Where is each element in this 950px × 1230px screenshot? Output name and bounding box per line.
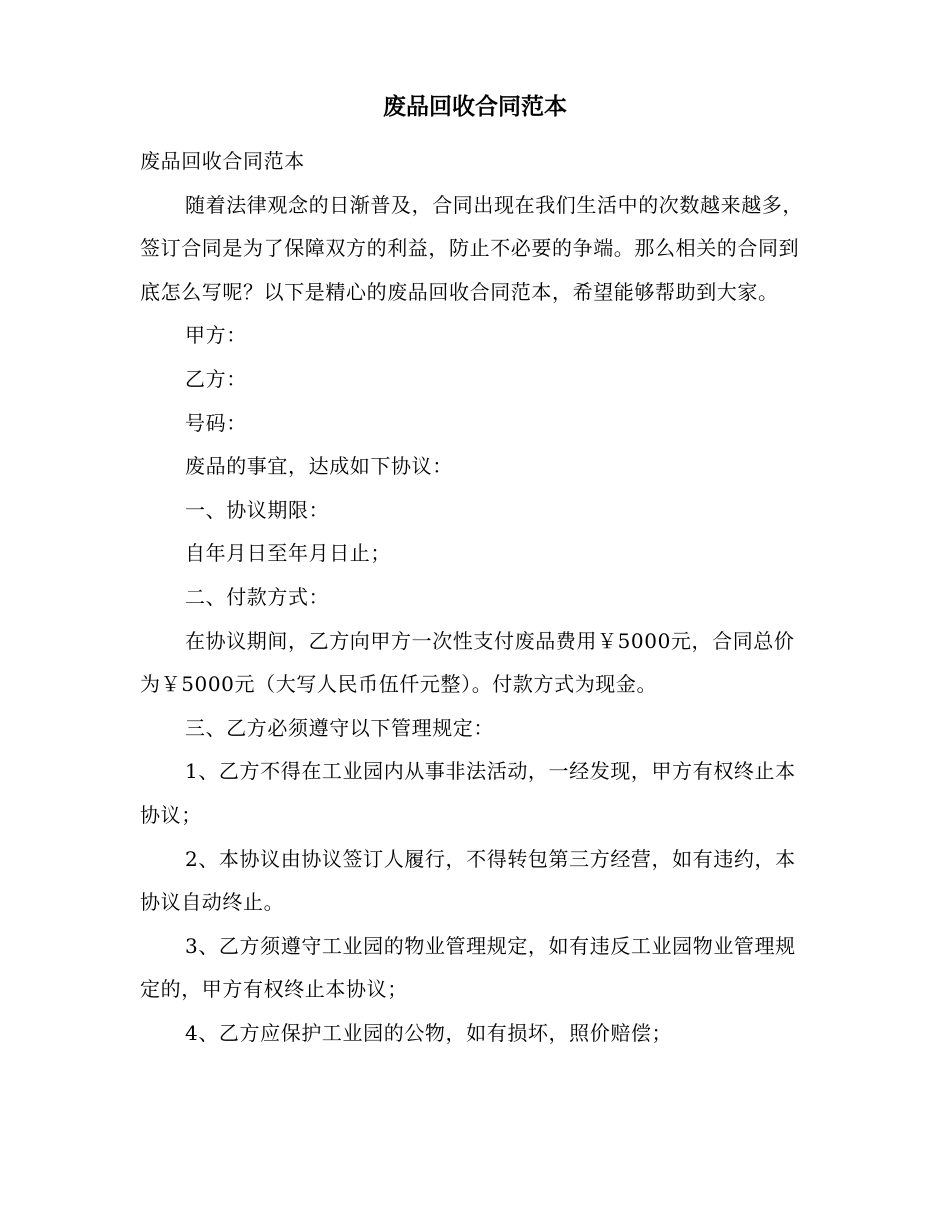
subtitle-paragraph: 废品回收合同范本 [140, 149, 305, 173]
intro-paragraph: 随着法律观念的日渐普及，合同出现在我们生活中的次数越来越多，签订合同是为了保障双方的利益，防止不必要的争端。那么相关的合同到底怎么写呢？以下是精心的废品回收合同范本，希望能够帮助到大家。 [140, 192, 803, 304]
payment-paragraph: 在协议期间，乙方向甲方一次性支付废品费用￥5000元，合同总价为￥5000元（大写人民币伍仟元整）。付款方式为现金。 [140, 628, 795, 697]
term-paragraph: 自年月日至年月日止； [185, 541, 391, 566]
section-heading-rules: 三、乙方必须遵守以下管理规定： [185, 715, 494, 740]
agreement-preamble: 废品的事宜，达成如下协议： [185, 454, 453, 479]
document-body [140, 140, 808, 1055]
document-title: 废品回收合同范本 [383, 93, 567, 120]
rule-item-1: 1、乙方不得在工业园内从事非法活动，一经发现，甲方有权终止本协议； [140, 759, 796, 827]
party-a-line: 甲方： [185, 323, 247, 348]
rule-item-3: 3、乙方须遵守工业园的物业管理规定，如有违反工业园物业管理规定的，甲方有权终止本协议； [140, 933, 796, 1002]
number-line: 号码： [185, 410, 247, 435]
party-b-line: 乙方： [185, 366, 247, 391]
rule-item-2: 2、本协议由协议签订人履行，不得转包第三方经营，如有违约，本协议自动终止。 [140, 846, 796, 915]
section-heading-payment: 二、付款方式： [185, 584, 330, 609]
rule-item-4: 4、乙方应保护工业园的公物，如有损坏，照价赔偿； [185, 1020, 673, 1045]
section-heading-term: 一、协议期限： [185, 497, 330, 522]
